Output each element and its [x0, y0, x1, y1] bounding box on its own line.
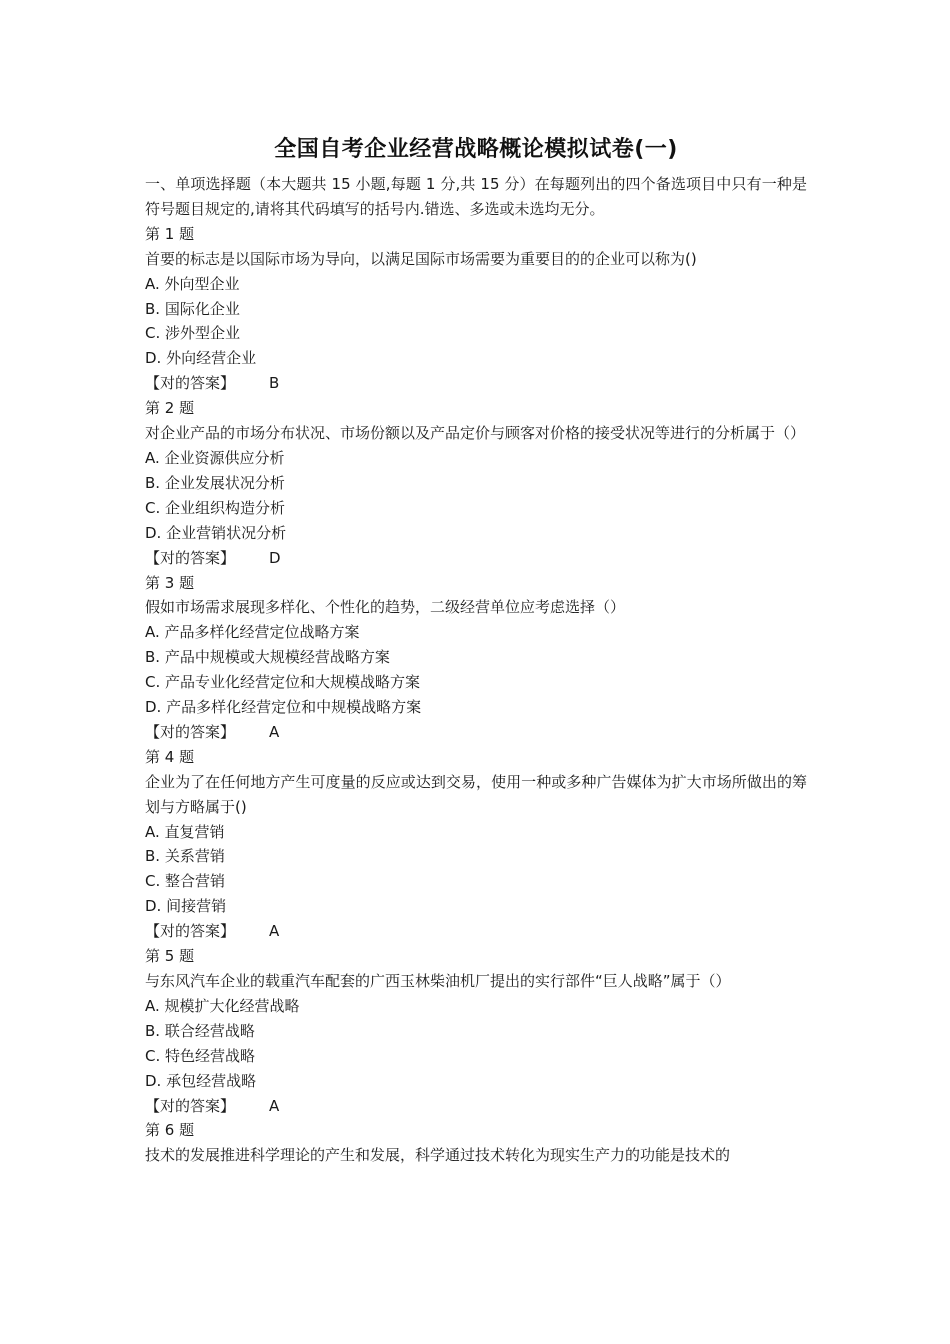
answer-value: A	[269, 722, 280, 741]
option-b: B. 国际化企业	[145, 299, 240, 318]
answer-row	[145, 720, 807, 745]
answer-value: A	[269, 922, 280, 941]
question-block	[145, 396, 807, 570]
option-c: C. 整合营销	[145, 872, 226, 891]
option-b: B. 关系营销	[145, 847, 225, 866]
option-c: C. 产品专业化经营定位和大规模战略方案	[145, 673, 421, 692]
question-stem: 首要的标志是以国际市场为导向，以满足国际市场需要为重要目的的企业可以称为()	[145, 249, 697, 268]
answer-label: 【对的答案】	[145, 922, 236, 941]
answer-value: B	[269, 374, 280, 393]
answer-row	[145, 371, 807, 396]
document-body	[145, 131, 807, 1168]
answer-value: D	[269, 548, 281, 567]
option-a: A. 规模扩大化经营战略	[145, 996, 300, 1015]
question-block	[145, 571, 807, 745]
answer-label: 【对的答案】	[145, 548, 236, 567]
option-b: B. 企业发展状况分析	[145, 473, 285, 492]
question-block	[145, 1118, 807, 1168]
option-d: D. 间接营销	[145, 897, 227, 916]
option-d: D. 承包经营战略	[145, 1071, 257, 1090]
option-c: C. 特色经营战略	[145, 1046, 256, 1065]
answer-row	[145, 546, 807, 571]
question-stem: 假如市场需求展现多样化、个性化的趋势，二级经营单位应考虑选择（）	[145, 598, 626, 617]
answer-label: 【对的答案】	[145, 374, 236, 393]
option-a: A. 企业资源供应分析	[145, 448, 285, 467]
question-stem: 企业为了在任何地方产生可度量的反应或达到交易，使用一种或多种广告媒体为扩大市场所做出的筹划与方略属于()	[145, 772, 807, 816]
option-b: B. 产品中规模或大规模经营战略方案	[145, 648, 390, 667]
question-number: 第 5 题	[145, 947, 195, 966]
question-stem: 对企业产品的市场分布状况、市场份额以及产品定价与顾客对价格的接受状况等进行的分析属于（）	[145, 424, 806, 443]
question-block	[145, 944, 807, 1118]
option-b: B. 联合经营战略	[145, 1021, 255, 1040]
question-number: 第 2 题	[145, 399, 195, 418]
answer-label: 【对的答案】	[145, 722, 236, 741]
answer-value: A	[269, 1096, 280, 1115]
question-stem: 技术的发展推进科学理论的产生和发展，科学通过技术转化为现实生产力的功能是技术的	[145, 1146, 731, 1165]
answer-row	[145, 1094, 807, 1119]
question-number: 第 1 题	[145, 224, 195, 243]
option-d: D. 外向经营企业	[145, 349, 257, 368]
option-a: A. 产品多样化经营定位战略方案	[145, 623, 360, 642]
option-a: A. 外向型企业	[145, 274, 240, 293]
answer-row	[145, 919, 807, 944]
answer-label: 【对的答案】	[145, 1096, 236, 1115]
question-block	[145, 745, 807, 944]
question-block	[145, 222, 807, 396]
option-a: A. 直复营销	[145, 822, 225, 841]
question-stem: 与东风汽车企业的载重汽车配套的广西玉林柴油机厂提出的实行部件“巨人战略”属于（）	[145, 972, 731, 990]
document-title: 全国自考企业经营战略概论模拟试卷(一)	[274, 137, 678, 162]
option-c: C. 涉外型企业	[145, 324, 241, 343]
question-number: 第 4 题	[145, 747, 195, 766]
option-c: C. 企业组织构造分析	[145, 498, 286, 517]
question-number: 第 3 题	[145, 573, 195, 592]
section-intro: 一、单项选择题（本大题共 15 小题,每题 1 分,共 15 分）在每题列出的四个备选项目中只有一种是符号题目规定的,请将其代码填写的括号内.错选、多选或未选均无分。	[145, 175, 807, 218]
option-d: D. 企业营销状况分析	[145, 523, 287, 542]
question-number: 第 6 题	[145, 1121, 195, 1140]
option-d: D. 产品多样化经营定位和中规模战略方案	[145, 698, 422, 717]
